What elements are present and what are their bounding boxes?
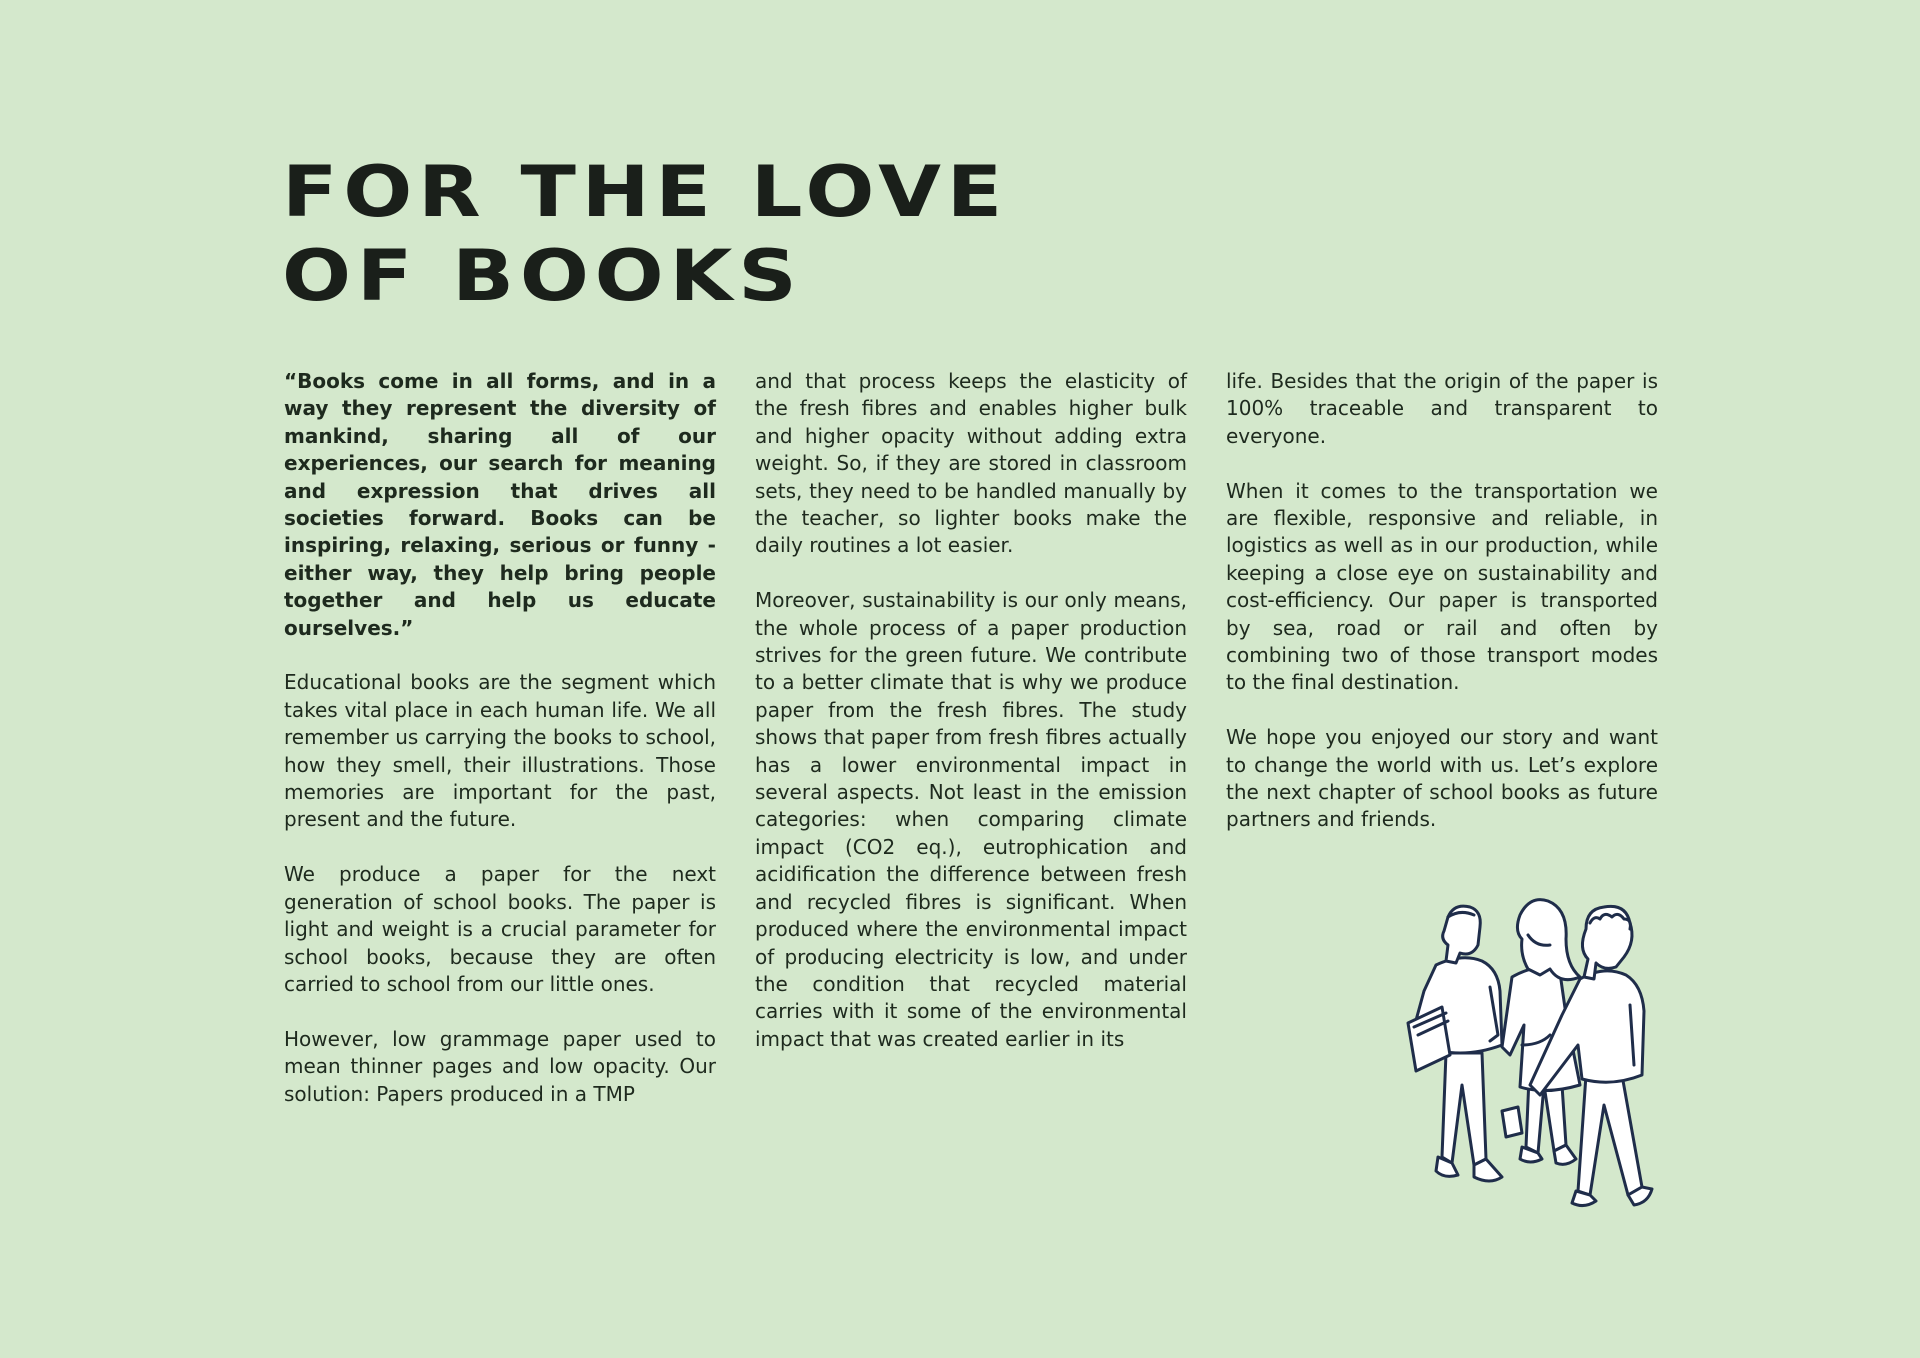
paragraph-tmp-process: and that process keeps the elasticity of the fresh fibres and enables higher bulk and higher opacity without adding extra weight. So, if they are stored in classroom sets, they need to be handled manually by the teacher, so lighter books make the daily routines a lot easier. [755,369,1187,558]
title-line-2: OF BOOKS [282,235,803,317]
text-column-2 [755,368,1187,1081]
paragraph-sustainability: Moreover, sustainability is our only means, the whole process of a paper production strives for the green future. We contribute to a better climate that is why we produce paper from the fresh fibres. The study shows that paper from fresh fibres actually has a lower environmental impact in several aspects. Not least in the emission categories: when comparing climate impact (CO2 eq.), eutrophication and acidification the difference between fresh and recycled fibres is significant. When produced where the environmental impact of producing electricity is low, and under the condition that recycled material carries with it some of the environmental impact that was created earlier in its [755,588,1187,1051]
paragraph-transportation: When it comes to the transportation we are flexible, responsive and reliable, in logistics as well as in our production, while keeping a close eye on sustainability and cost-efficiency. Our paper is transported by sea, road or rail and often by combining two of those transport modes to the final destination. [1226,478,1658,695]
intro-quote: “Books come in all forms, and in a way they represent the diversity of mankind, sharing all of our experiences, our search for meaning and expression that drives all societies forward. Books can be inspiring, relaxing, serious or funny - either way, they help bring people together and help us educate ourselves.” [284,369,716,640]
paragraph-next-generation: We produce a paper for the next generation of school books. The paper is light and weight is a crucial parameter for school books, because they are often carried to school from our little ones. [284,862,716,996]
text-column-1 [284,368,716,1135]
text-column-3 [1226,368,1658,861]
paragraph-low-grammage: However, low grammage paper used to mean thinner pages and low opacity. Our solution: Papers produced in a TMP [284,1026,716,1106]
paragraph-traceability: life. Besides that the origin of the paper is 100% traceable and transparent to everyone. [1226,369,1658,448]
page-title [282,150,1008,318]
title-line-1: FOR THE LOVE [282,151,1008,233]
three-people-with-books-illustration [1390,895,1710,1225]
paragraph-closing: We hope you enjoyed our story and want to change the world with us. Let’s explore the next chapter of school books as future partners and friends. [1226,725,1658,832]
paragraph-educational-books: Educational books are the segment which takes vital place in each human life. We all remember us carrying the books to school, how they smell, their illustrations. Those memories are important for the past, present and the future. [284,670,716,832]
man-with-books-figure [1408,906,1502,1181]
